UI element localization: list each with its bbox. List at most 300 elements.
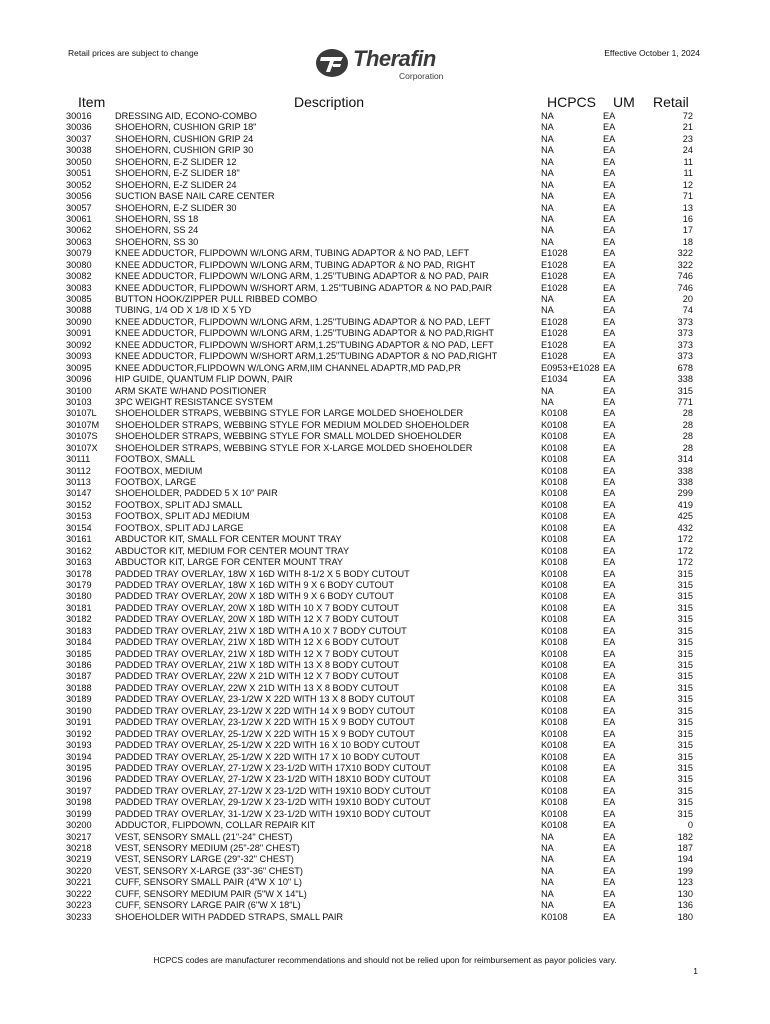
- item-number: 30217: [66, 831, 92, 842]
- table-row: [0, 443, 770, 454]
- table-row: [0, 614, 770, 625]
- unit-of-measure: EA: [603, 179, 616, 190]
- table-row: [0, 694, 770, 705]
- hcpcs-code: NA: [541, 900, 554, 911]
- retail-price: 315: [677, 385, 693, 396]
- item-description: TUBING, 1/4 OD X 1/8 ID X 5 YD: [115, 305, 252, 316]
- retail-price: 315: [677, 785, 693, 796]
- item-number: 30103: [66, 396, 92, 407]
- retail-price: 74: [682, 305, 693, 316]
- hcpcs-code: K0108: [541, 648, 568, 659]
- table-row: [0, 912, 770, 923]
- unit-of-measure: EA: [603, 339, 616, 350]
- hcpcs-code: K0108: [541, 637, 568, 648]
- hcpcs-code: E1028: [541, 339, 568, 350]
- item-number: 30221: [66, 877, 92, 888]
- item-description: PADDED TRAY OVERLAY, 20W X 18D WITH 12 X 7 BODY CUTOUT: [115, 614, 400, 625]
- table-row: [0, 889, 770, 900]
- item-description: KNEE ADDUCTOR, FLIPDOWN W/LONG ARM, 1.25"TUBING ADAPTOR & NO PAD, PAIR: [115, 271, 489, 282]
- retail-price: 23: [682, 133, 693, 144]
- table-row: [0, 305, 770, 316]
- unit-of-measure: EA: [603, 522, 616, 533]
- unit-of-measure: EA: [603, 740, 616, 751]
- item-number: 30107L: [66, 408, 97, 419]
- retail-price: 24: [682, 145, 693, 156]
- table-row: [0, 763, 770, 774]
- retail-price: 28: [682, 408, 693, 419]
- hcpcs-code: NA: [541, 145, 554, 156]
- unit-of-measure: EA: [603, 545, 616, 556]
- retail-price: 315: [677, 682, 693, 693]
- retail-price: 338: [677, 374, 693, 385]
- unit-of-measure: EA: [603, 808, 616, 819]
- hcpcs-code: NA: [541, 191, 554, 202]
- therafin-logo-icon: [315, 48, 349, 78]
- unit-of-measure: EA: [603, 385, 616, 396]
- retail-price: 314: [677, 454, 693, 465]
- item-description: ARM SKATE W/HAND POSITIONER: [115, 385, 267, 396]
- retail-price: 315: [677, 797, 693, 808]
- column-header-item: Item: [78, 94, 106, 110]
- hcpcs-code: NA: [541, 843, 554, 853]
- unit-of-measure: EA: [603, 877, 616, 888]
- hcpcs-code: K0108: [541, 431, 568, 442]
- retail-price: 373: [677, 328, 693, 339]
- unit-of-measure: EA: [603, 122, 616, 133]
- hcpcs-code: K0108: [541, 499, 568, 510]
- item-description: PADDED TRAY OVERLAY, 20W X 18D WITH 9 X 6 BODY CUTOUT: [115, 591, 394, 602]
- hcpcs-code: K0108: [541, 579, 568, 590]
- hcpcs-code: NA: [541, 831, 554, 842]
- unit-of-measure: EA: [603, 705, 616, 716]
- item-number: 30182: [66, 614, 92, 625]
- retail-price: 315: [677, 614, 693, 625]
- retail-price: 338: [677, 477, 693, 487]
- retail-price: 315: [677, 808, 693, 819]
- item-number: 30183: [66, 625, 92, 636]
- item-description: PADDED TRAY OVERLAY, 22W X 21D WITH 12 X 7 BODY CUTOUT: [115, 671, 400, 682]
- hcpcs-code: E1028: [541, 259, 568, 270]
- retail-price: 315: [677, 660, 693, 670]
- item-number: 30162: [66, 545, 92, 556]
- unit-of-measure: EA: [603, 316, 616, 327]
- retail-price: 338: [677, 465, 693, 476]
- hcpcs-code: K0108: [541, 694, 568, 705]
- unit-of-measure: EA: [603, 236, 616, 247]
- unit-of-measure: EA: [603, 431, 616, 442]
- retail-price: 315: [677, 591, 693, 602]
- price-table: [0, 111, 770, 923]
- retail-price: 172: [677, 557, 693, 568]
- item-description: ABDUCTOR KIT, SMALL FOR CENTER MOUNT TRAY: [115, 534, 342, 545]
- item-number: 30187: [66, 671, 92, 682]
- item-number: 30179: [66, 579, 92, 590]
- table-row: [0, 649, 770, 660]
- table-row: [0, 283, 770, 294]
- item-number: 30092: [66, 339, 92, 350]
- table-row: [0, 328, 770, 339]
- hcpcs-code: NA: [541, 179, 554, 190]
- hcpcs-code: E1028: [541, 248, 568, 259]
- item-description: FOOTBOX, SMALL: [115, 454, 196, 465]
- table-row: [0, 557, 770, 568]
- item-description: PADDED TRAY OVERLAY, 23-1/2W X 22D WITH 15 X 9 BODY CUTOUT: [115, 717, 415, 728]
- hcpcs-code: NA: [541, 294, 554, 304]
- table-row: [0, 180, 770, 191]
- item-number: 30113: [66, 477, 91, 487]
- item-description: VEST, SENSORY LARGE (29"-32" CHEST): [115, 854, 294, 865]
- item-description: SHOEHOLDER STRAPS, WEBBING STYLE FOR MEDIUM MOLDED SHOEHOLDER: [115, 419, 470, 430]
- item-description: SUCTION BASE NAIL CARE CENTER: [115, 191, 275, 202]
- unit-of-measure: EA: [603, 671, 616, 682]
- hcpcs-code: K0108: [541, 797, 568, 808]
- unit-of-measure: EA: [603, 145, 616, 156]
- item-description: ABDUCTOR KIT, MEDIUM FOR CENTER MOUNT TRAY: [115, 545, 350, 556]
- column-header-retail: Retail: [653, 94, 689, 110]
- item-description: SHOEHOLDER STRAPS, WEBBING STYLE FOR X-LARGE MOLDED SHOEHOLDER: [115, 442, 473, 453]
- hcpcs-disclaimer: HCPCS codes are manufacturer recommendations and should not be relied upon for reimbursement as payor policies vary.: [153, 955, 617, 965]
- hcpcs-code: K0108: [541, 522, 568, 533]
- item-number: 30163: [66, 557, 92, 568]
- item-number: 30085: [66, 294, 92, 304]
- unit-of-measure: EA: [603, 477, 616, 487]
- unit-of-measure: EA: [603, 294, 616, 304]
- item-number: 30147: [66, 488, 92, 499]
- item-number: 30180: [66, 591, 92, 602]
- item-number: 30197: [66, 785, 92, 796]
- table-row: [0, 797, 770, 808]
- item-number: 30196: [66, 774, 92, 785]
- retail-price: 71: [682, 191, 693, 202]
- table-row: [0, 157, 770, 168]
- hcpcs-code: NA: [541, 168, 554, 179]
- item-number: 30062: [66, 225, 92, 236]
- item-description: SHOEHORN, E-Z SLIDER 24: [115, 179, 237, 190]
- table-row: [0, 500, 770, 511]
- effective-date: Effective October 1, 2024: [604, 48, 700, 58]
- table-row: [0, 122, 770, 133]
- item-description: KNEE ADDUCTOR, FLIPDOWN W/SHORT ARM, 1.25"TUBING ADAPTOR & NO PAD,PAIR: [115, 282, 492, 293]
- item-description: PADDED TRAY OVERLAY, 27-1/2W X 23-1/2D WITH 17X10 BODY CUTOUT: [115, 762, 431, 773]
- item-number: 30188: [66, 682, 92, 693]
- item-number: 30056: [66, 191, 92, 202]
- hcpcs-code: NA: [541, 133, 554, 144]
- unit-of-measure: EA: [603, 191, 616, 202]
- unit-of-measure: EA: [603, 843, 616, 853]
- table-row: [0, 397, 770, 408]
- table-row: [0, 591, 770, 602]
- item-description: VEST, SENSORY MEDIUM (25"-28" CHEST): [115, 843, 300, 853]
- table-row: [0, 477, 770, 488]
- item-number: 30107S: [66, 431, 98, 442]
- unit-of-measure: EA: [603, 694, 616, 705]
- table-row: [0, 237, 770, 248]
- retail-price: 315: [677, 717, 693, 728]
- item-description: SHOEHORN, SS 24: [115, 225, 199, 236]
- column-header-um: UM: [613, 94, 635, 110]
- unit-of-measure: EA: [603, 865, 616, 876]
- item-description: ABDUCTOR KIT, LARGE FOR CENTER MOUNT TRAY: [115, 557, 344, 568]
- item-description: SHOEHORN, SS 30: [115, 236, 199, 247]
- item-number: 30184: [66, 637, 92, 648]
- retail-price: 419: [677, 499, 693, 510]
- retail-price: 315: [677, 705, 693, 716]
- item-description: PADDED TRAY OVERLAY, 18W X 16D WITH 8-1/2 X 5 BODY CUTOUT: [115, 568, 410, 579]
- retail-price: 172: [677, 545, 693, 556]
- item-number: 30037: [66, 133, 92, 144]
- table-row: [0, 809, 770, 820]
- unit-of-measure: EA: [603, 351, 616, 362]
- retail-price: 315: [677, 625, 693, 636]
- unit-of-measure: EA: [603, 762, 616, 773]
- hcpcs-code: K0108: [541, 717, 568, 728]
- table-row: [0, 752, 770, 763]
- hcpcs-code: K0108: [541, 728, 568, 739]
- hcpcs-code: K0108: [541, 442, 568, 453]
- unit-of-measure: EA: [603, 419, 616, 430]
- retail-price: 373: [677, 339, 693, 350]
- unit-of-measure: EA: [603, 888, 616, 899]
- table-row: [0, 717, 770, 728]
- item-description: PADDED TRAY OVERLAY, 27-1/2W X 23-1/2D WITH 18X10 BODY CUTOUT: [115, 774, 431, 785]
- item-number: 30152: [66, 499, 92, 510]
- item-number: 30154: [66, 522, 92, 533]
- item-number: 30198: [66, 797, 92, 808]
- item-description: HIP GUIDE, QUANTUM FLIP DOWN, PAIR: [115, 374, 293, 385]
- item-number: 30191: [66, 717, 92, 728]
- column-header-description: Description: [294, 94, 365, 110]
- hcpcs-code: K0108: [541, 602, 568, 613]
- table-row: [0, 145, 770, 156]
- table-row: [0, 214, 770, 225]
- table-row: [0, 523, 770, 534]
- hcpcs-code: NA: [541, 202, 554, 213]
- retail-price: 315: [677, 751, 693, 762]
- table-row: [0, 603, 770, 614]
- retail-price: 12: [682, 179, 693, 190]
- retail-price: 315: [677, 774, 693, 785]
- retail-price: 315: [677, 728, 693, 739]
- retail-price: 123: [677, 877, 693, 888]
- item-description: KNEE ADDUCTOR, FLIPDOWN W/LONG ARM, TUBING ADAPTOR & NO PAD, LEFT: [115, 248, 470, 259]
- hcpcs-code: K0108: [541, 511, 568, 522]
- table-row: [0, 854, 770, 865]
- unit-of-measure: EA: [603, 499, 616, 510]
- item-description: PADDED TRAY OVERLAY, 23-1/2W X 22D WITH 14 X 9 BODY CUTOUT: [115, 705, 415, 716]
- unit-of-measure: EA: [603, 591, 616, 602]
- retail-price: 194: [677, 854, 693, 865]
- hcpcs-code: E1028: [541, 328, 568, 339]
- retail-price: 315: [677, 694, 693, 705]
- table-row: [0, 225, 770, 236]
- price-change-note: Retail prices are subject to change: [68, 48, 199, 58]
- unit-of-measure: EA: [603, 717, 616, 728]
- table-row: [0, 203, 770, 214]
- unit-of-measure: EA: [603, 728, 616, 739]
- table-row: [0, 248, 770, 259]
- item-number: 30091: [66, 328, 92, 339]
- item-number: 30079: [66, 248, 92, 259]
- item-description: FOOTBOX, MEDIUM: [115, 465, 203, 476]
- item-number: 30082: [66, 271, 92, 282]
- unit-of-measure: EA: [603, 900, 616, 911]
- hcpcs-code: NA: [541, 156, 554, 167]
- hcpcs-code: K0108: [541, 454, 568, 465]
- retail-price: 20: [682, 294, 693, 304]
- retail-price: 315: [677, 568, 693, 579]
- hcpcs-code: K0108: [541, 408, 568, 419]
- retail-price: 28: [682, 431, 693, 442]
- unit-of-measure: EA: [603, 442, 616, 453]
- item-number: 30038: [66, 145, 92, 156]
- retail-price: 180: [677, 911, 693, 922]
- hcpcs-code: K0108: [541, 477, 568, 487]
- table-row: [0, 877, 770, 888]
- item-description: PADDED TRAY OVERLAY, 25-1/2W X 22D WITH 16 X 10 BODY CUTOUT: [115, 740, 420, 751]
- unit-of-measure: EA: [603, 328, 616, 339]
- item-number: 30220: [66, 865, 92, 876]
- table-row: [0, 534, 770, 545]
- item-description: SHOEHOLDER STRAPS, WEBBING STYLE FOR LARGE MOLDED SHOEHOLDER: [115, 408, 464, 419]
- retail-price: 432: [677, 522, 693, 533]
- unit-of-measure: EA: [603, 785, 616, 796]
- unit-of-measure: EA: [603, 568, 616, 579]
- table-row: [0, 294, 770, 305]
- unit-of-measure: EA: [603, 111, 616, 121]
- table-row: [0, 363, 770, 374]
- retail-price: 746: [677, 282, 693, 293]
- hcpcs-code: K0108: [541, 911, 568, 922]
- table-row: [0, 740, 770, 751]
- retail-price: 373: [677, 351, 693, 362]
- retail-price: 315: [677, 740, 693, 751]
- hcpcs-code: NA: [541, 385, 554, 396]
- table-row: [0, 260, 770, 271]
- item-description: FOOTBOX, SPLIT ADJ MEDIUM: [115, 511, 250, 522]
- table-row: [0, 191, 770, 202]
- retail-price: 13: [682, 202, 693, 213]
- table-row: [0, 168, 770, 179]
- item-number: 30061: [66, 213, 92, 224]
- unit-of-measure: EA: [603, 248, 616, 259]
- hcpcs-code: NA: [541, 213, 554, 224]
- table-row: [0, 706, 770, 717]
- item-description: PADDED TRAY OVERLAY, 25-1/2W X 22D WITH 15 X 9 BODY CUTOUT: [115, 728, 415, 739]
- table-row: [0, 111, 770, 122]
- retail-price: 182: [677, 831, 693, 842]
- item-description: SHOEHORN, SS 18: [115, 213, 199, 224]
- unit-of-measure: EA: [603, 602, 616, 613]
- item-number: 30036: [66, 122, 92, 133]
- retail-price: 187: [677, 843, 693, 853]
- item-description: KNEE ADDUCTOR, FLIPDOWN W/SHORT ARM,1.25"TUBING ADAPTOR & NO PAD, LEFT: [115, 339, 494, 350]
- item-number: 30111: [66, 454, 91, 465]
- item-description: KNEE ADDUCTOR, FLIPDOWN W/LONG ARM, 1.25"TUBING ADAPTOR & NO PAD, LEFT: [115, 316, 491, 327]
- unit-of-measure: EA: [603, 797, 616, 808]
- item-number: 30112: [66, 465, 91, 476]
- unit-of-measure: EA: [603, 282, 616, 293]
- item-number: 30186: [66, 660, 92, 670]
- table-row: [0, 408, 770, 419]
- hcpcs-code: NA: [541, 396, 554, 407]
- page-number: 1: [693, 966, 698, 976]
- column-header-hcpcs: HCPCS: [547, 94, 597, 110]
- item-number: 30233: [66, 911, 92, 922]
- retail-price: 678: [677, 362, 693, 373]
- item-description: SHOEHORN, CUSHION GRIP 30: [115, 145, 254, 156]
- item-number: 30080: [66, 259, 92, 270]
- item-number: 30185: [66, 648, 92, 659]
- hcpcs-code: NA: [541, 122, 554, 133]
- unit-of-measure: EA: [603, 751, 616, 762]
- hcpcs-code: K0108: [541, 568, 568, 579]
- item-description: ADDUCTOR, FLIPDOWN, COLLAR REPAIR KIT: [115, 820, 316, 831]
- item-description: PADDED TRAY OVERLAY, 21W X 18D WITH 13 X 8 BODY CUTOUT: [115, 660, 400, 670]
- table-row: [0, 134, 770, 145]
- table-row: [0, 466, 770, 477]
- hcpcs-code: K0108: [541, 808, 568, 819]
- hcpcs-code: K0108: [541, 785, 568, 796]
- hcpcs-code: E1028: [541, 271, 568, 282]
- retail-price: 315: [677, 671, 693, 682]
- item-number: 30088: [66, 305, 92, 316]
- table-row: [0, 774, 770, 785]
- item-number: 30190: [66, 705, 92, 716]
- item-number: 30178: [66, 568, 92, 579]
- item-description: PADDED TRAY OVERLAY, 22W X 21D WITH 13 X 8 BODY CUTOUT: [115, 682, 400, 693]
- item-description: SHOEHORN, E-Z SLIDER 18": [115, 168, 240, 179]
- table-row: [0, 900, 770, 911]
- item-description: PADDED TRAY OVERLAY, 21W X 18D WITH 12 X 6 BODY CUTOUT: [115, 637, 400, 648]
- item-number: 30194: [66, 751, 92, 762]
- item-description: BUTTON HOOK/ZIPPER PULL RIBBED COMBO: [115, 294, 318, 304]
- item-description: SHOEHOLDER, PADDED 5 X 10" PAIR: [115, 488, 278, 499]
- retail-price: 373: [677, 316, 693, 327]
- item-number: 30200: [66, 820, 92, 831]
- retail-price: 746: [677, 271, 693, 282]
- item-description: FOOTBOX, SPLIT ADJ SMALL: [115, 499, 243, 510]
- retail-price: 18: [682, 236, 693, 247]
- unit-of-measure: EA: [603, 511, 616, 522]
- unit-of-measure: EA: [603, 156, 616, 167]
- hcpcs-code: K0108: [541, 705, 568, 716]
- logo-subtitle: Corporation: [399, 71, 444, 81]
- retail-price: 315: [677, 762, 693, 773]
- item-number: 30095: [66, 362, 92, 373]
- item-description: KNEE ADDUCTOR,FLIPDOWN W/LONG ARM,IIM CHANNEL ADAPTR,MD PAD,PR: [115, 362, 461, 373]
- table-row: [0, 340, 770, 351]
- retail-price: 315: [677, 648, 693, 659]
- hcpcs-code: K0108: [541, 740, 568, 751]
- unit-of-measure: EA: [603, 396, 616, 407]
- hcpcs-code: NA: [541, 225, 554, 236]
- item-number: 30193: [66, 740, 92, 751]
- item-number: 30218: [66, 843, 92, 853]
- therafin-logo: [315, 44, 465, 86]
- table-row: [0, 454, 770, 465]
- hcpcs-code: K0108: [541, 488, 568, 499]
- table-row: [0, 637, 770, 648]
- unit-of-measure: EA: [603, 454, 616, 465]
- retail-price: 72: [682, 111, 693, 121]
- unit-of-measure: EA: [603, 408, 616, 419]
- table-row: [0, 546, 770, 557]
- retail-price: 172: [677, 534, 693, 545]
- retail-price: 136: [677, 900, 693, 911]
- item-description: PADDED TRAY OVERLAY, 31-1/2W X 23-1/2D WITH 19X10 BODY CUTOUT: [115, 808, 431, 819]
- table-row: [0, 351, 770, 362]
- item-number: 30222: [66, 888, 92, 899]
